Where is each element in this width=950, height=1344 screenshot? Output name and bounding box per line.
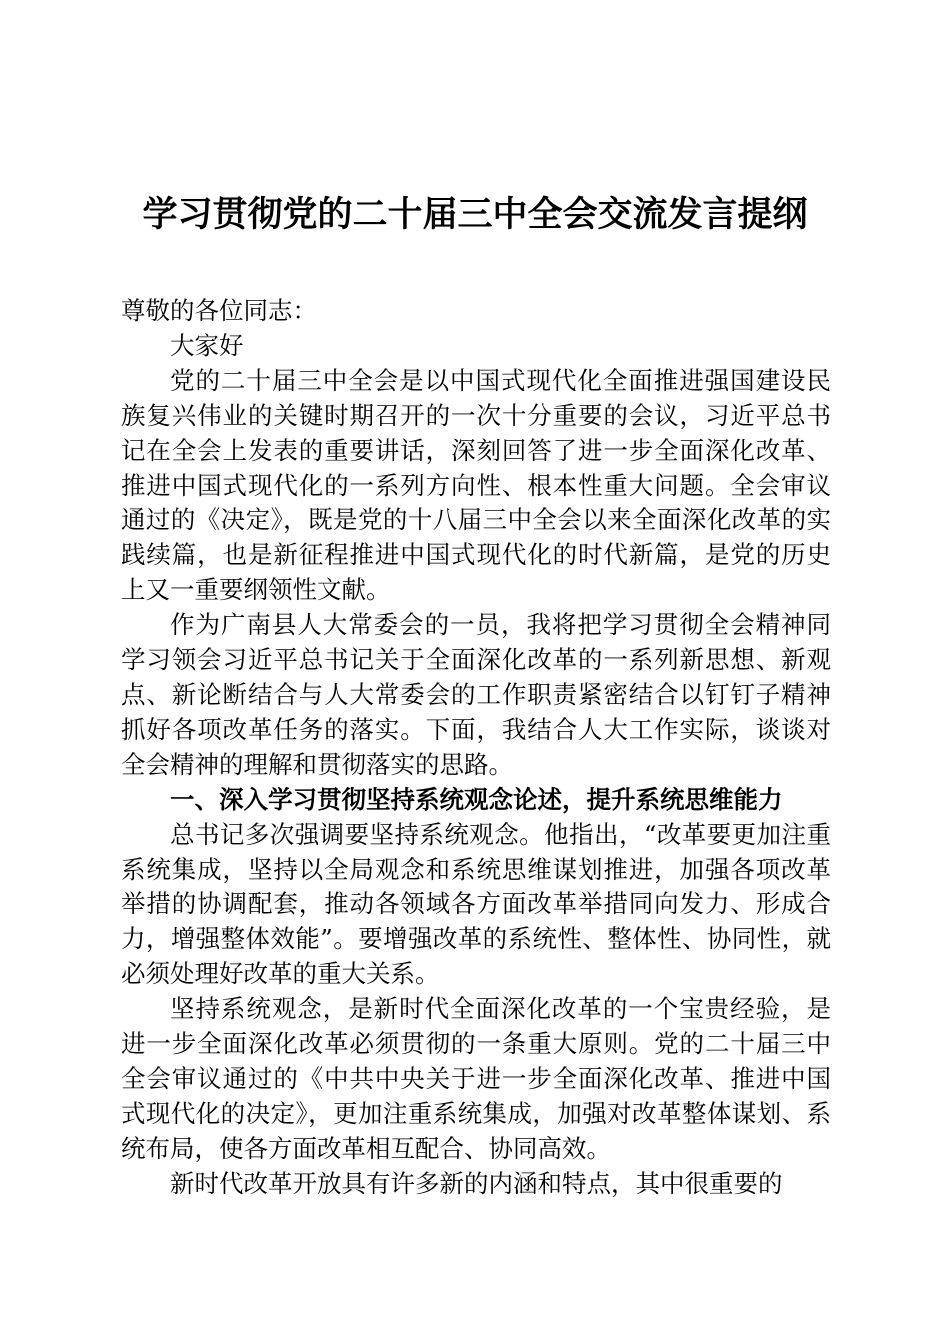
greeting: 大家好 (170, 330, 244, 360)
paragraph-intro-2: 作为广南县人大常委会的一员，我将把学习贯彻全会精神同学习领会习近平总书记关于全面深化改革的一系列新思想、新观点、新论断结合与人大常委会的工作职责紧密结合以钉钉子精神抓好各项改革任务的落实。下面，我结合人大工作实际，谈谈对全会精神的理解和贯彻落实的思路。 (121, 610, 831, 779)
document-body (121, 294, 831, 1202)
document-title: 学习贯彻党的二十届三中全会交流发言提纲 (142, 194, 808, 235)
section1-paragraph-3: 新时代改革开放具有许多新的内涵和特点，其中很重要的 (170, 1168, 783, 1198)
section1-paragraph-2: 坚持系统观念，是新时代全面深化改革的一个宝贵经验，是进一步全面深化改革必须贯彻的一条重大原则。党的二十届三中全会审议通过的《中共中央关于进一步全面深化改革、推进中国式现代化的决定》，更加注重系统集成，加强对改革整体谋划、系统布局，使各方面改革相互配合、协同高效。 (121, 994, 831, 1163)
section-heading-1: 一、深入学习贯彻坚持系统观念论述，提升系统思维能力 (170, 784, 783, 814)
paragraph-intro-1: 党的二十届三中全会是以中国式现代化全面推进强国建设民族复兴伟业的关键时期召开的一次十分重要的会议，习近平总书记在全会上发表的重要讲话，深刻回答了进一步全面深化改革、推进中国式现代化的一系列方向性、根本性重大问题。全会审议通过的《决定》，既是党的十八届三中全会以来全面深化改革的实践续篇，也是新征程推进中国式现代化的时代新篇，是党的历史上又一重要纲领性文献。 (121, 365, 831, 605)
section1-paragraph-1: 总书记多次强调要坚持系统观念。他指出，“改革要更加注重系统集成，坚持以全局观念和系统思维谋划推进，加强各项改革举措的协调配套，推动各领域各方面改革举措同向发力、形成合力，增强整体效能”。要增强改革的系统性、整体性、协同性，就必须处理好改革的重大关系。 (121, 819, 831, 989)
salutation: 尊敬的各位同志： (121, 296, 317, 325)
